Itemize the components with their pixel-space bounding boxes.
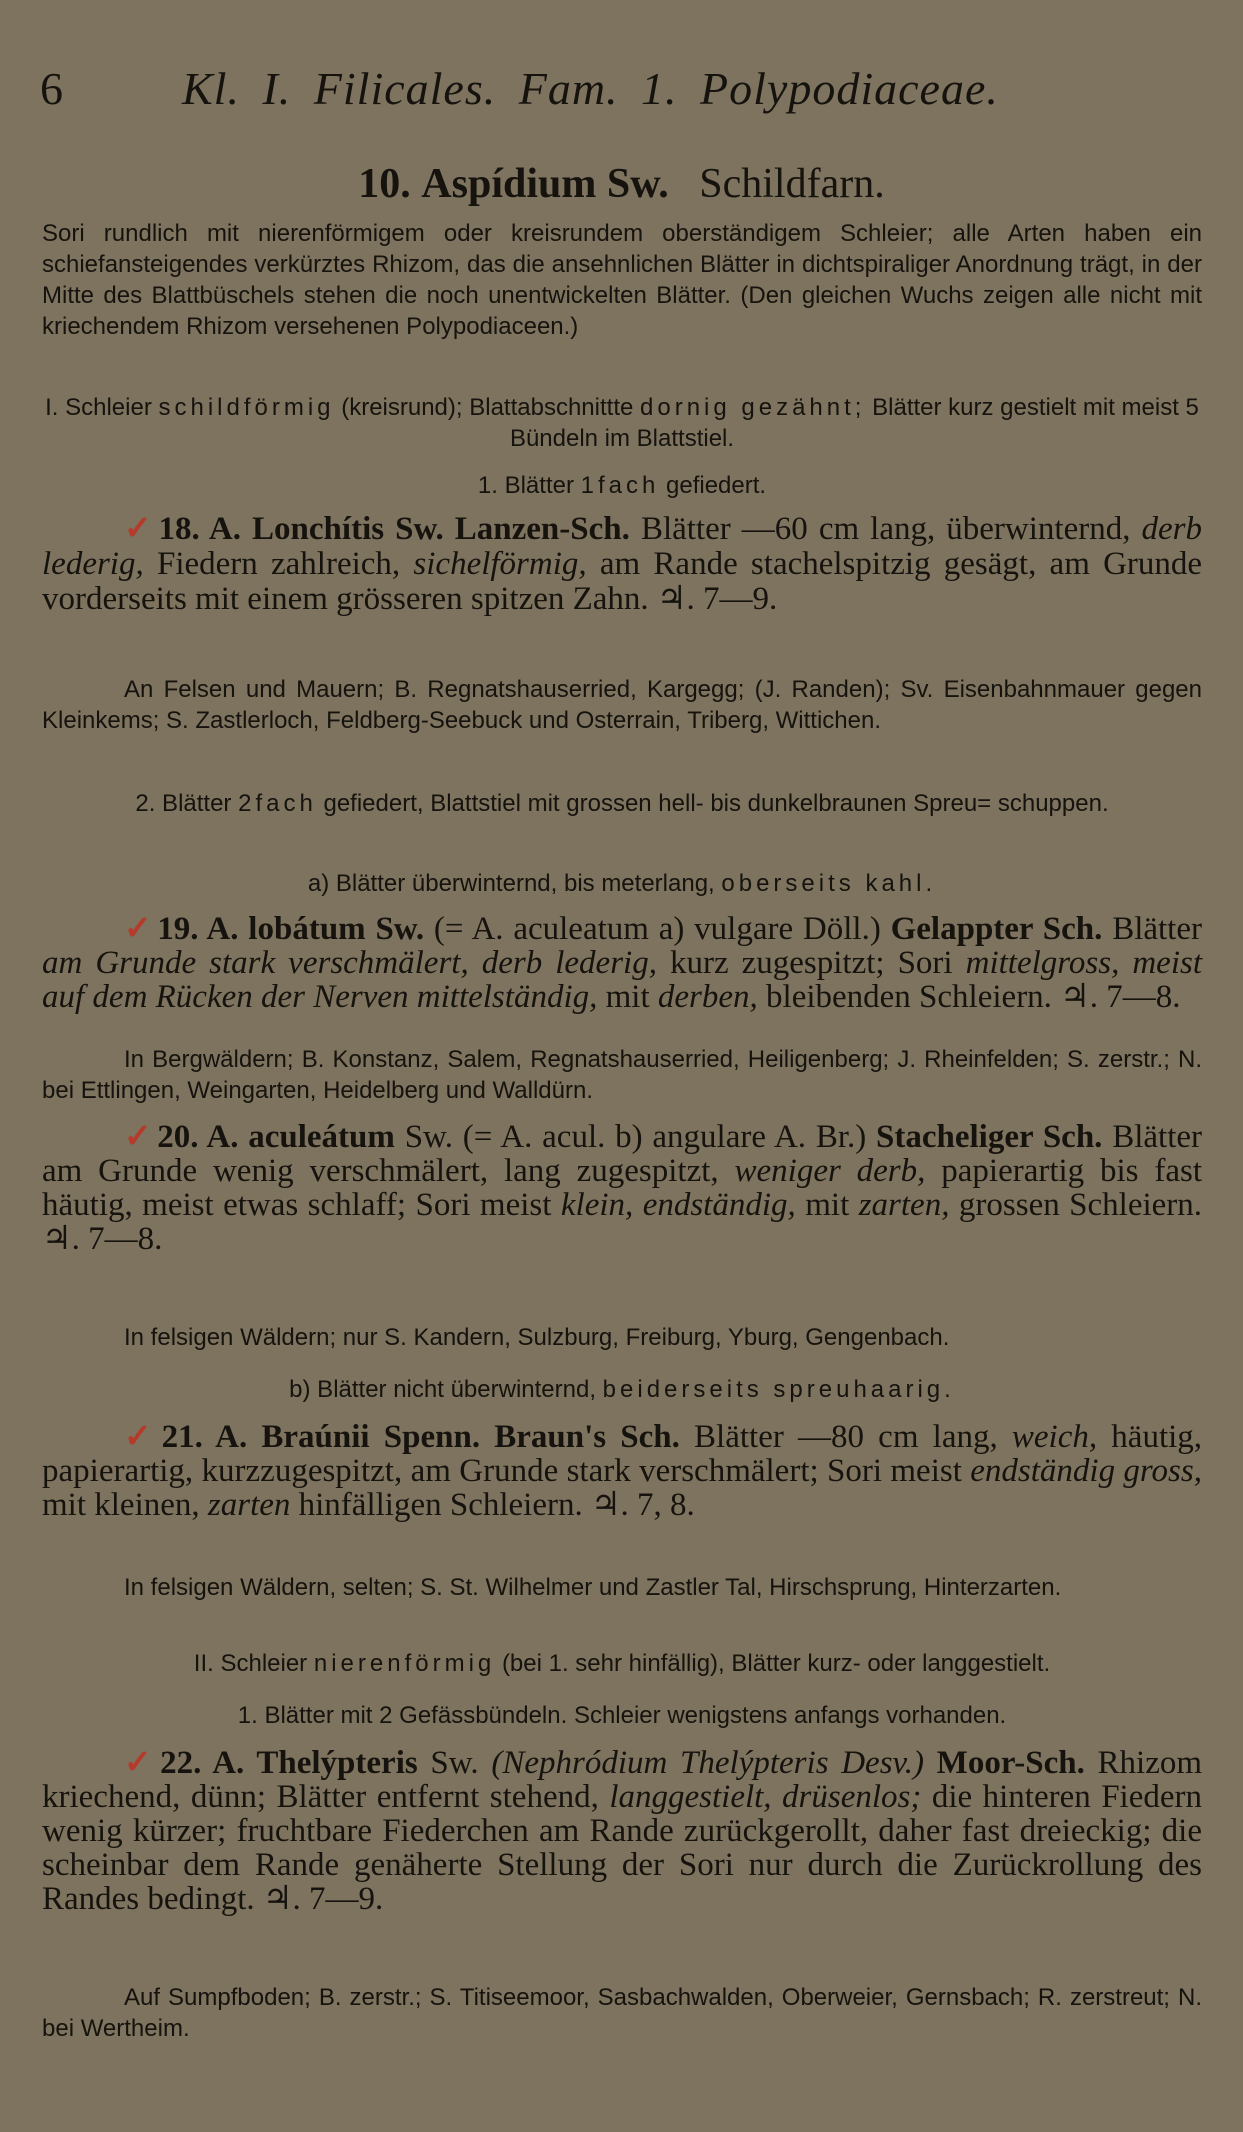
species-19 (42, 912, 1202, 1014)
key-text: gefiedert. (666, 472, 767, 499)
species-text: bleibenden Schleiern. ♃. 7—8. (766, 979, 1181, 1015)
species-text: (= A. aculeatum a) vulgare Döll.) (433, 911, 881, 947)
species-text: Blätter am Grunde wenig verschmälert, lang zugespitzt, (42, 1119, 1203, 1189)
key-spaced: nierenförmig (313, 1650, 496, 1677)
species-german-name: Gelappter Sch. (890, 911, 1103, 947)
species-text: Blätter —60 cm lang, überwinternd, (640, 511, 1131, 547)
key-I-1 (42, 470, 1202, 501)
key-text: II. Schleier (193, 1650, 308, 1677)
species-21 (42, 1420, 1202, 1522)
key-spaced: schildförmig (158, 394, 335, 421)
species-text: papierartig bis fast häutig, meist etwas schlaff; Sori meist (42, 1153, 1203, 1223)
species-italic: weniger derb, (734, 1153, 926, 1189)
species-text: kurz zugespitzt; Sori (669, 945, 953, 981)
species-german-name: Moor-Sch. (936, 1745, 1085, 1781)
species-heading: 18. A. Lonchítis Sw. Lanzen-Sch. (158, 511, 630, 547)
pencil-check-icon: ✓ (124, 911, 154, 947)
species-21-localities: In felsigen Wäldern, selten; S. St. Wilhelmer und Zastler Tal, Hirschsprung, Hinterzarten. (124, 1574, 1062, 1601)
key-spaced: beiderseits spreuhaarig. (602, 1376, 955, 1403)
species-text: Sw. (= A. acul. b) angulare A. Br.) (404, 1119, 867, 1155)
pencil-check-icon: ✓ (124, 1119, 154, 1155)
species-text: am Rande stachelspitzig gesägt, am Grunde vorderseits mit einem grösseren spitzen Zahn. ♃. 7—9. (42, 546, 1203, 617)
pencil-check-icon: ✓ (124, 1419, 158, 1455)
species-text: Fiedern zahlreich, (156, 546, 401, 582)
page-header (40, 62, 1200, 122)
key-I-2a (42, 868, 1202, 899)
species-text: Blätter —80 cm lang, (694, 1419, 998, 1455)
genus-german-name: Schildfarn. (699, 161, 885, 207)
key-spaced: dornig gezähnt; (640, 394, 866, 421)
species-italic: zarten, (858, 1187, 950, 1223)
key-II (42, 1648, 1202, 1679)
page-number: 6 (40, 63, 64, 114)
key-text: Blätter kurz gestielt mit meist 5 Bündeln im Blattstiel. (509, 394, 1199, 452)
running-title: Kl. I. Filicales. Fam. 1. Polypodiaceae. (182, 63, 999, 114)
species-22-localities: Auf Sumpfboden; B. zerstr.; S. Titiseemoor, Sasbachwalden, Oberweier, Gernsbach; R. zerstreut; N. bei Wertheim. (42, 1984, 1202, 2042)
species-22 (42, 1746, 1202, 1916)
key-text: I. Schleier (45, 394, 152, 421)
species-italic: (Nephródium Thelýpteris Desv.) (491, 1745, 924, 1781)
key-spaced: oberseits kahl. (721, 870, 937, 897)
species-text: Rhizom kriechend, dünn; Blätter entfernt stehend, (42, 1745, 1203, 1815)
pencil-check-icon: ✓ (124, 1745, 157, 1781)
genus-title (0, 160, 1243, 208)
species-italic: sichelförmig, (413, 546, 587, 582)
key-I (42, 392, 1202, 454)
species-20-localities: In felsigen Wäldern; nur S. Kandern, Sulzburg, Freiburg, Yburg, Gengenbach. (124, 1324, 950, 1351)
species-heading: 22. A. Thelýpteris (160, 1745, 418, 1781)
species-20 (42, 1120, 1202, 1256)
key-text: (kreisrund); Blattabschnittte (341, 394, 634, 421)
species-heading: 20. A. aculeátum (157, 1119, 395, 1155)
species-italic: endständig gross, (970, 1453, 1202, 1489)
species-18-localities: An Felsen und Mauern; B. Regnatshauserried, Kargegg; (J. Randen); Sv. Eisenbahnmauer gegen Kleinkems; S. Zastlerloch, Feldberg-Seebuck und Osterrain, Triberg, Wittichen. (42, 676, 1202, 734)
species-italic: am Grunde stark verschmälert, derb lederig, (42, 945, 657, 981)
species-text: die hinteren Fiedern wenig kürzer; fruchtbare Fiederchen am Rande zurückgerollt, daher fast dreieckig; die scheinbar dem Rande genäherte Stellung der Sori nur durch die Zurückrollung des Randes bedingt. ♃. 7—9. (42, 1779, 1203, 1917)
species-italic: derben, (657, 979, 758, 1015)
pencil-check-icon: ✓ (124, 511, 155, 547)
species-italic: mittelgross, meist auf dem Rücken der Nerven mittelständig, (42, 945, 1202, 1015)
key-spaced: 2fach (238, 790, 317, 817)
species-heading: 21. A. Braúnii Spenn. Braun's Sch. (161, 1419, 680, 1455)
species-italic: langgestielt, drüsenlos; (609, 1779, 922, 1815)
species-text: grossen Schleiern. ♃. 7—8. (42, 1187, 1203, 1257)
species-italic: weich, (1011, 1419, 1098, 1455)
key-text: 2. Blätter (135, 790, 232, 817)
key-text: a) Blätter überwinternd, bis meterlang, (307, 870, 715, 897)
key-text: b) Blätter nicht überwinternd, (289, 1376, 596, 1403)
key-text: gefiedert, Blattstiel mit grossen hell- bis dunkelbraunen Spreu= schuppen. (323, 790, 1109, 817)
species-italic: derb lederig, (42, 511, 1203, 582)
species-text: häutig, papierartig, kurzzugespitzt, am Grunde stark verschmälert; Sori meist (42, 1419, 1203, 1489)
species-german-name: Stacheliger Sch. (876, 1119, 1103, 1155)
key-spaced: 1fach (580, 472, 660, 499)
key-I-2b (42, 1374, 1202, 1405)
species-italic: klein, endständig, (560, 1187, 796, 1223)
key-text: (bei 1. sehr hinfällig), Blätter kurz- oder langgestielt. (501, 1650, 1051, 1677)
species-text: Blätter (1112, 911, 1202, 947)
species-italic: zarten (207, 1487, 291, 1523)
key-II-1: 1. Blätter mit 2 Gefässbündeln. Schleier wenigstens anfangs vorhanden. (237, 1702, 1007, 1729)
genus-number: 10. (358, 161, 411, 207)
species-text: mit kleinen, (42, 1487, 200, 1523)
species-18 (42, 512, 1202, 617)
species-text: mit (805, 1187, 850, 1223)
genus-name: Aspídium Sw. (421, 161, 669, 207)
genus-description: Sori rundlich mit nierenförmigem oder kreisrundem oberständigem Schleier; alle Arten haben ein schiefansteigendes verkürztes Rhizom, das die ansehnlichen Blätter in dichtspiraliger Anordnung trägt, in der Mitte des Blattbüschels stehen die noch unentwickelten Blätter. (Den gleichen Wuchs zeigen alle nicht mit kriechendem Rhizom versehenen Polypodiaceen.) (42, 220, 1202, 340)
species-19-localities: In Bergwäldern; B. Konstanz, Salem, Regnatshauserried, Heiligenberg; J. Rheinfelden; S. zerstr.; N. bei Ettlingen, Weingarten, Heidelberg und Walldürn. (42, 1046, 1202, 1104)
species-heading: 19. A. lobátum Sw. (157, 911, 425, 947)
species-text: mit (605, 979, 650, 1015)
species-text: hinfälligen Schleiern. ♃. 7, 8. (298, 1487, 695, 1523)
species-text: Sw. (430, 1745, 479, 1781)
key-text: 1. Blätter (477, 472, 574, 499)
key-I-2 (42, 788, 1202, 819)
